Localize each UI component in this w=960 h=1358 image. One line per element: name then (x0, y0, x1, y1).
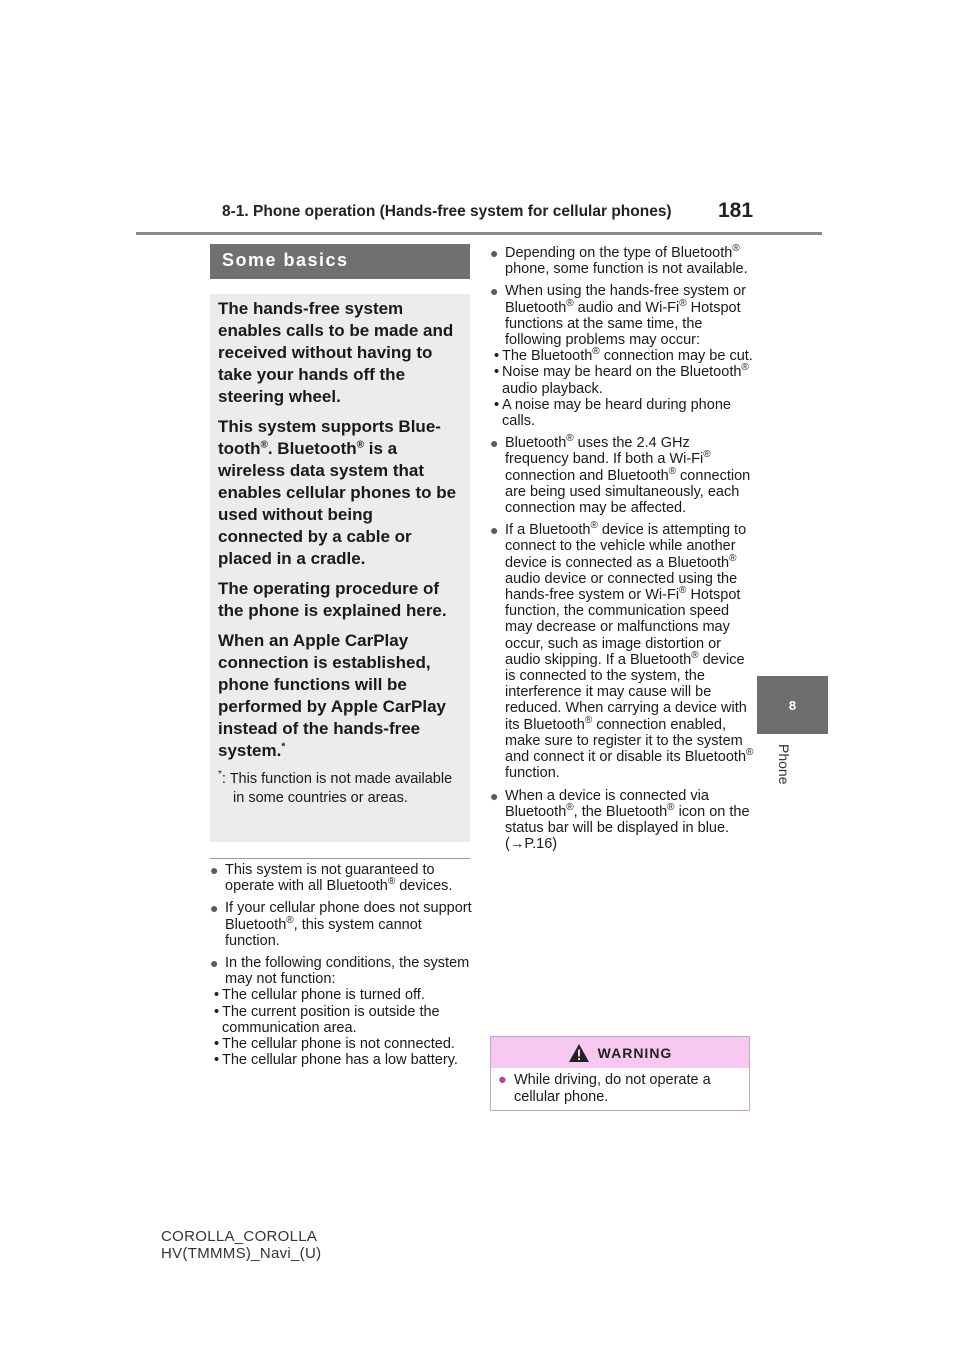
warning-header (491, 1037, 749, 1068)
intro-paragraph: The operating procedure of the phone is explained here. (218, 579, 447, 620)
bullet-icon: ● (490, 787, 499, 804)
sub-item: • Noise may be heard on the Bluetooth® audio playback. (494, 362, 749, 397)
header-rule (136, 232, 822, 235)
warning-box (490, 1036, 750, 1111)
bullet-icon: ● (498, 1072, 507, 1088)
warning-text: While driving, do not operate a cellular phone. (514, 1072, 711, 1105)
bullet-icon: ● (490, 283, 499, 300)
footnote: *: This function is not made available in some countries or areas. (218, 769, 453, 806)
notes-right (490, 245, 755, 858)
sub-item: • A noise may be heard during phone calls. (494, 396, 731, 430)
note-item: ● Bluetooth® uses the 2.4 GHz frequency band. If both a Wi-Fi® connection and Bluetooth® connection are being used simultaneously, each connection may be affected. (490, 433, 751, 517)
sub-item: • The cellular phone has a low battery. (214, 1052, 458, 1069)
note-item: ● Depending on the type of Bluetooth® phone, some function is not available. (490, 243, 748, 278)
bullet-icon: ● (490, 522, 499, 539)
chapter-tab (757, 676, 828, 734)
sub-item: • The current position is outside the communication area. (214, 1003, 440, 1036)
page-reference[interactable]: P.16) (524, 836, 558, 853)
bullet-icon: ● (490, 435, 499, 452)
page-ref-arrow-icon: → (509, 836, 525, 853)
note-item: ● In the following conditions, the system may not function: • The cellular phone is turned off. • The current position is outside the communication area. • The cellular phone is not connected. • The cellular phone has a low battery. (210, 955, 472, 1068)
note-item: ● If a Bluetooth® device is attempting to connect to the vehicle while another device is connected as a Bluetooth® audio device or connected using the hands-free system or Wi-Fi® Hotspot function, the communication speed may decrease or malfunctions may occur, such as image distortion or audio skipping. If a Bluetooth® device is connected to the system, the interference it may cause will be reduced. When carrying a device with its Bluetooth® connection enabled, make sure to register it to the system and connect it or disable its Bluetooth® function. (490, 520, 754, 782)
section-heading: Some basics (210, 244, 470, 279)
note-item: ● This system is not guaranteed to operate with all Bluetooth® devices. (210, 862, 453, 895)
chapter-title: 8-1. Phone operation (Hands-free system for cellular phones) (222, 203, 672, 220)
warning-triangle-icon (568, 1043, 590, 1063)
footer-line: COROLLA_COROLLA (161, 1228, 318, 1245)
footer-line: HV(TMMMS)_Navi_(U) (161, 1245, 322, 1262)
bullet-icon: ● (490, 245, 499, 261)
intro-box (210, 294, 470, 842)
page-number: 181 (718, 199, 754, 222)
intro-paragraph: When an Apple CarPlay connection is established, phone functions will be performed by Apple CarPlay instead of the hands-free system.* (218, 631, 446, 760)
chapter-label: Phone (776, 744, 792, 785)
chapter-number: 8 (788, 697, 797, 713)
section-divider (210, 858, 470, 859)
intro-paragraph: The hands-free system enables calls to be made and received without having to take your hands off the steering wheel. (218, 299, 454, 406)
bullet-icon: ● (210, 955, 219, 972)
warning-title: WARNING (597, 1044, 673, 1061)
note-item: ● When using the hands-free system or Bluetooth® audio and Wi-Fi® Hotspot functions at the same time, the following problems may occur: • The Bluetooth® connection may be cut. • Noise may be heard on the Bluetooth® audio playback. • A noise may be heard during phone calls. (490, 283, 755, 429)
sub-item: • The cellular phone is not connected. (214, 1036, 455, 1053)
bullet-icon: ● (210, 862, 219, 878)
sub-item: • The Bluetooth® connection may be cut. (494, 346, 753, 365)
note-item: ● When a device is connected via Bluetooth®, the Bluetooth® icon on the status bar will be displayed in blue. (→P.16) (490, 787, 750, 853)
document-footer (161, 1228, 321, 1262)
intro-paragraph: This system supports Blue-tooth®. Bluetooth® is a wireless data system that enables cellular phones to be used without being connected by a cable or placed in a cradle. (218, 417, 457, 568)
sub-item: • The cellular phone is turned off. (214, 987, 425, 1004)
note-item: ● If your cellular phone does not support Bluetooth®, this system cannot function. (210, 900, 472, 949)
warning-body (491, 1068, 749, 1105)
notes-left (210, 862, 472, 1074)
bullet-icon: ● (210, 900, 219, 917)
